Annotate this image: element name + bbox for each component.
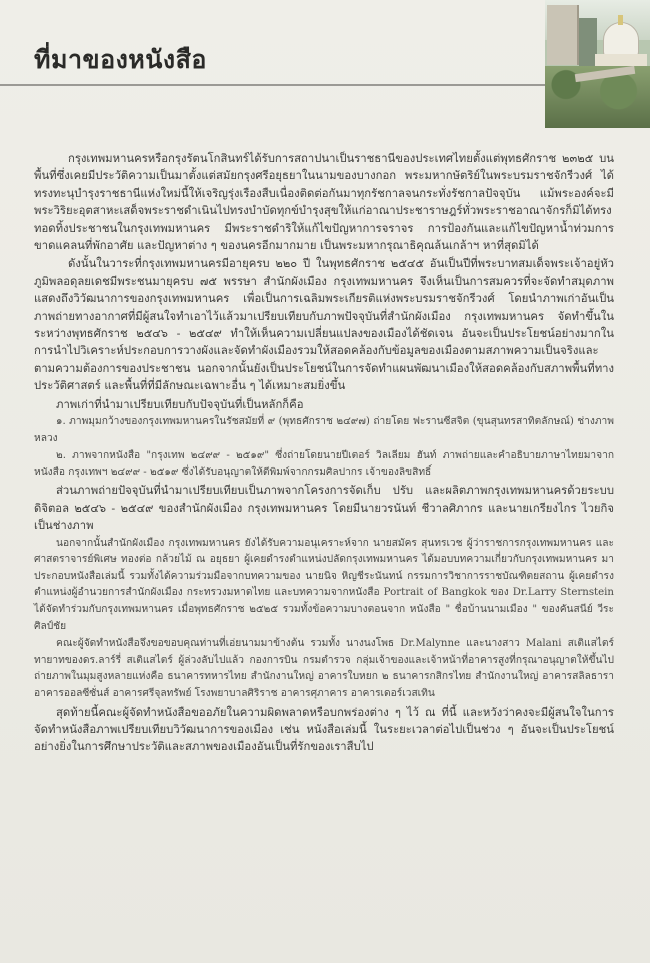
paragraph: นอกจากนั้นสำนักผังเมือง กรุงเทพมหานคร ยังได้รับความอนุเคราะห์จาก นายสมัคร สุนทรเวช ผู้ว่าราชการกรุงเทพมหานคร และ ศาสตราจารย์พิเศษ ทองต่อ กล้วยไม้ ณ อยุธยา ผู้เคยดำรงตำแหน่งปลัดกรุงเทพมหานคร ได้มอบบทความเกี่ยวกับกรุงเทพมหานคร มาประกอบหนังสือเล่มนี้ รวมทั้งได้ความร่วมมือจากบทความของ นายนิจ หิญชีระนันทน์ กรรมการวิชาการราชบัณฑิตยสถาน ผู้เคยดำรงตำแหน่งผู้อำนวยการสำนักผังเมือง กระทรวงมหาดไทย และบทความจากหนังสือ Portrait of Bangkok ของ Dr.Larry Sternstein ได้จัดทำร่วมกับกรุงเทพมหานคร เมื่อพุทธศักราช ๒๕๒๕ รวมทั้งข้อความบางตอนจาก หนังสือ " ชื่อบ้านนามเมือง " ของคันสนีย์ วีระศิลป์ชัย <box>34 537 614 632</box>
list-item: ๒. ภาพจากหนังสือ "กรุงเทพ ๒๔๙๙ - ๒๕๑๙" ซึ่งถ่ายโดยนายปีเตอร์ วิลเลียม ฮันท์ ภาพถ่ายและคำอธิบายภาษาไทยมาจากหนังสือ กรุงเทพฯ ๒๔๙๙ - ๒๕๑๙ ซึ่งได้รับอนุญาตให้ตีพิมพ์จากกรมศิลปากร เจ้าของลิขสิทธิ์ <box>34 450 614 478</box>
page-title: ที่มาของหนังสือ <box>34 45 207 74</box>
paragraph: คณะผู้จัดทำหนังสือจึงขอขอบคุณท่านที่เอ่ยนามมาข้างต้น รวมทั้ง นางนงโพธ Dr.Malynne และนางสาว Malani สเติแสไตร์ ทายาทของดร.ลาร์รี่ สเติแสไตร์ ผู้ล่วงลับไปแล้ว กองการบิน กรมตำรวจ กลุ่มเจ้าของและเจ้าหน้าที่อาคารสูงที่กรุณาอนุญาตให้ขึ้นไปถ่ายภาพในมุมสูงหลายแห่งคือ ธนาคารทหารไทย สำนักงานใหญ่ อาคารใบหยก ๒ ธนาคารกสิกรไทย สำนักงานใหญ่ อาคารสลิลธารา อาคารออลซีซั่นส์ อาคารศรีจุลทรัพย์ โรงพยาบาลศิริราช อาคารศุภาคาร อาคารเดอร์เวสเทิน <box>34 638 614 700</box>
paragraph: ภาพเก่าที่นำมาเปรียบเทียบกับปัจจุบันที่เป็นหลักก็คือ <box>56 397 304 411</box>
paragraph: ส่วนภาพถ่ายปัจจุบันที่นำมาเปรียบเทียบเป็นภาพจากโครงการจัดเก็บ ปรับ และผลิตภาพกรุงเทพมหานครด้วยระบบดิจิตอล ๒๕๔๖ - ๒๕๔๙ ของสำนักผังเมือง กรุงเทพมหานคร โดยมีนายวรนันท์ ชีวาลศิภากร และนายเกรียงไกร ไวยกิจ เป็นช่างภาพ <box>34 484 614 533</box>
paragraph: สุดท้ายนี้คณะผู้จัดทำหนังสือขออภัยในความผิดพลาดหรือบกพร่องต่าง ๆ ไว้ ณ ที่นี้ และหวังว่าคงจะมีผู้สนใจในการจัดทำหนังสือภาพเปรียบเทียบวิวัฒนาการของเมือง เช่น หนังสือเล่มนี้ ในระยะเวลาต่อไปเป็นช่วง ๆ อันจะเป็นประโยชน์อย่างยิ่งในการศึกษาประวัติและสภาพของเมืองอันเป็นที่รักของเราสืบไป <box>34 705 614 754</box>
paragraph: กรุงเทพมหานครหรือกรุงรัตนโกสินทร์ได้รับการสถาปนาเป็นราชธานีของประเทศไทยตั้งแต่พุทธศักราช ๒๓๒๕ บนพื้นที่ซึ่งเคยมีประวัติความเป็นมาตั้งแต่สมัยกรุงศรีอยุธยาในนามของบางกอก พระมหากษัตริย์ในพระบรมราชจักรีวงศ์ ได้ทรงทะนุบำรุงราชธานีแห่งใหม่นี้ให้เจริญรุ่งเรืองสืบเนื่องติดต่อกันมาทุกรัชกาลจนกระทั่งรัชกาลปัจจุบัน แม้พระองค์จะมีพระวิริยะอุตสาหะเสด็จพระราชดำเนินไปทรงบำบัดทุกข์บำรุงสุขให้แก่อาณาประชาราษฎร์ทั่วพระราชอาณาจักรก็มิได้ทรงทอดทิ้งประชาชนในกรุงเทพมหานคร มีพระราชดำริให้แก้ไขปัญหาการจราจร การป้องกันและแก้ไขปัญหาน้ำท่วมการขาดแคลนที่พักอาศัย และปัญหาต่าง ๆ ของนครอีกมากมาย เป็นพระมหากรุณาธิคุณล้นเกล้าฯ หาที่สุดมิได้ <box>34 152 614 253</box>
corner-photo <box>545 0 650 128</box>
temple-dome <box>603 22 639 58</box>
list-item: ๑. ภาพมุมกว้างของกรุงเทพมหานครในรัชสมัยที่ ๙ (พุทธศักราช ๒๔๙๗) ถ่ายโดย ฟะรานซีสจิต (ขุนสุนทรสาทิตลักษณ์) ช่างภาพหลวง <box>34 416 614 444</box>
title-rule <box>0 84 545 86</box>
paragraph: ดังนั้นในวาระที่กรุงเทพมหานครมีอายุครบ ๒๒๐ ปี ในพุทธศักราช ๒๕๔๕ อันเป็นปีที่พระบาทสมเด็จพระเจ้าอยู่หัวภูมิพลอดุลยเดชมีพระชนมายุครบ ๗๕ พรรษา สำนักผังเมือง กรุงเทพมหานคร จึงเห็นเป็นการสมควรที่จะจัดทำสมุดภาพแสดงถึงวิวัฒนาการของกรุงเทพมหานคร เพื่อเป็นการเฉลิมพระเกียรติแห่งพระบรมราชจักรีวงศ์ โดยนำภาพเก่าอันเป็นภาพถ่ายทางอากาศที่มีผู้สนใจทำเอาไว้แล้วมาเปรียบเทียบกับภาพปัจจุบันที่สำนักผังเมือง กรุงเทพมหานคร จัดทำขึ้นในระหว่างพุทธศักราช ๒๕๔๖ - ๒๕๔๙ ทำให้เห็นความเปลี่ยนแปลงของเมืองได้ชัดเจน อันจะเป็นประโยชน์อย่างมากในการนำไปวิเคราะห์ประกอบการวางผังและจัดทำผังเมืองรวมให้สอดคล้องกับข้อมูลของเมืองตามสภาพความเป็นจริงและตามความต้องการของประชาชน นอกจากนั้นยังเป็นประโยชน์ในการจัดทำแผนพัฒนาเมืองให้สอดคล้องกับสภาพพื้นที่ทางประวัติศาสตร์ และพื้นที่ที่มีลักษณะเฉพาะอื่น ๆ ได้เหมาะสมยิ่งขึ้น <box>34 257 614 393</box>
body-text <box>34 150 614 757</box>
